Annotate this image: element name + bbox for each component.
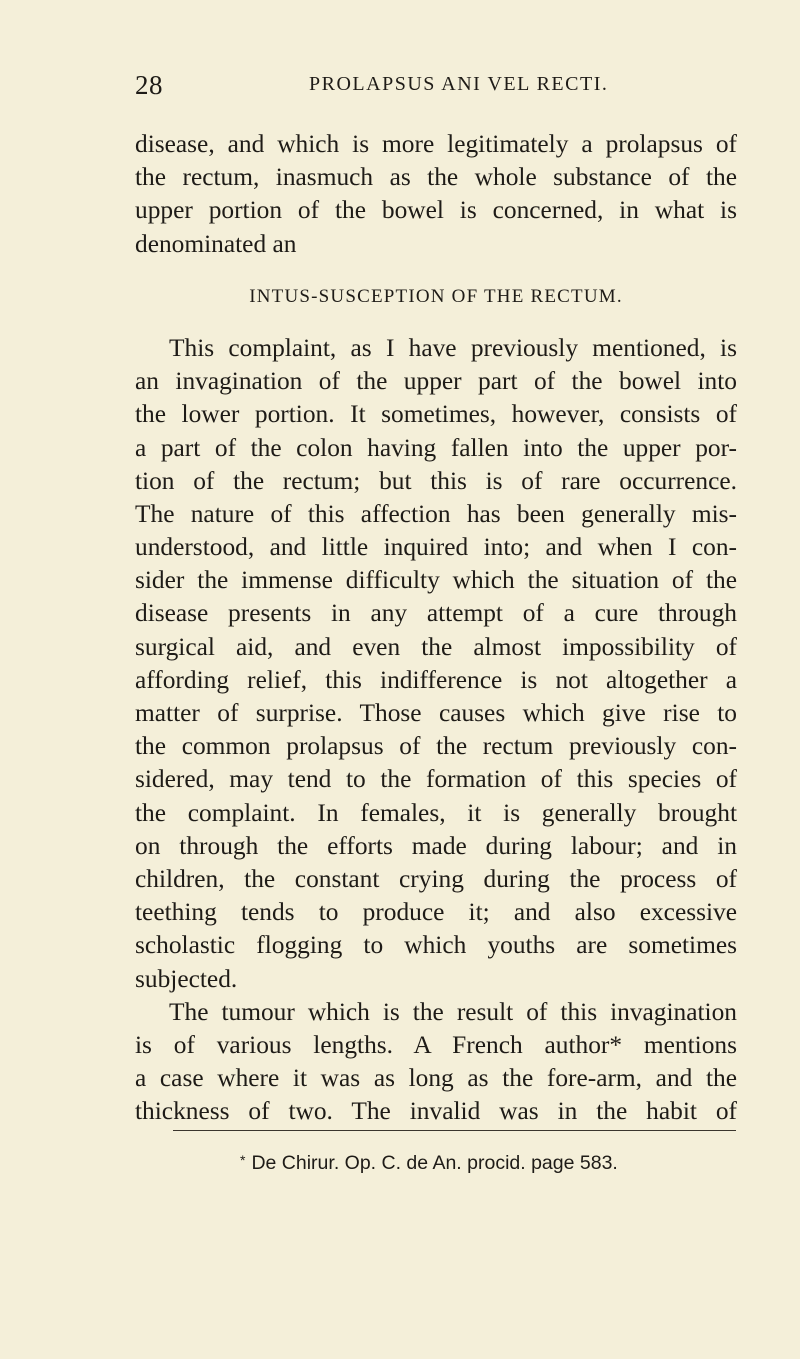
section-heading: INTUS-SUSCEPTION OF THE RECTUM. bbox=[249, 285, 623, 307]
text-line: subjected. bbox=[135, 964, 238, 993]
text-line: disease presents in any attempt of a cure through bbox=[135, 599, 737, 628]
text-line: matter of surprise. Those causes which give rise to bbox=[135, 699, 737, 727]
text-line: tion of the rectum; but this is of rare occurrence. bbox=[135, 466, 737, 495]
text-line: sidered, may tend to the formation of this species of bbox=[135, 765, 737, 794]
text-line: scholastic flogging to which youths are sometimes bbox=[135, 931, 737, 960]
text-line: teething tends to produce it; and also excessive bbox=[135, 898, 737, 927]
text-line: the common prolapsus of the rectum previously con- bbox=[135, 732, 737, 761]
text-line: thickness of two. The invalid was in the habit of bbox=[135, 1097, 737, 1126]
body-text bbox=[135, 128, 737, 1128]
text-line: a part of the colon having fallen into the upper por- bbox=[135, 433, 737, 462]
footnote-rule bbox=[173, 1130, 736, 1131]
text-line: disease, and which is more legitimately a prolapsus of bbox=[135, 130, 737, 158]
text-line: the complaint. In females, it is generally brought bbox=[135, 798, 737, 827]
text-line: upper portion of the bowel is concerned, in what is bbox=[135, 196, 737, 225]
running-title: PROLAPSUS ANI VEL RECTI. bbox=[309, 73, 609, 95]
text-line: understood, and little inquired into; and when I con- bbox=[135, 533, 737, 562]
text-line: the lower portion. It sometimes, however, consists of bbox=[135, 400, 737, 429]
running-head bbox=[135, 70, 735, 106]
text-line: a case where it was as long as the fore-arm, and the bbox=[135, 1064, 737, 1093]
text-line: surgical aid, and even the almost impossibility of bbox=[135, 632, 737, 661]
text-line: The tumour which is the result of this invagination bbox=[169, 997, 737, 1026]
text-line: on through the efforts made during labour; and in bbox=[135, 831, 737, 860]
text-line: the rectum, inasmuch as the whole substance of the bbox=[135, 163, 737, 192]
text-line: The nature of this affection has been generally mis- bbox=[135, 499, 737, 528]
text-line: This complaint, as I have previously mentioned, is bbox=[169, 333, 737, 362]
footnote-text: De Chirur. Op. C. de An. procid. page 583. bbox=[251, 1152, 618, 1174]
text-line: an invagination of the upper part of the bowel into bbox=[135, 367, 737, 396]
text-line: sider the immense difficulty which the situation of the bbox=[135, 566, 737, 595]
text-line: affording relief, this indifference is not altogether a bbox=[135, 665, 737, 694]
footnote-mark: * bbox=[240, 1152, 246, 1168]
text-line: denominated an bbox=[135, 229, 297, 258]
footnote bbox=[240, 1148, 618, 1175]
text-line: children, the constant crying during the process of bbox=[135, 864, 737, 893]
text-line: is of various lengths. A French author* mentions bbox=[135, 1030, 737, 1059]
page-number: 28 bbox=[135, 70, 163, 100]
